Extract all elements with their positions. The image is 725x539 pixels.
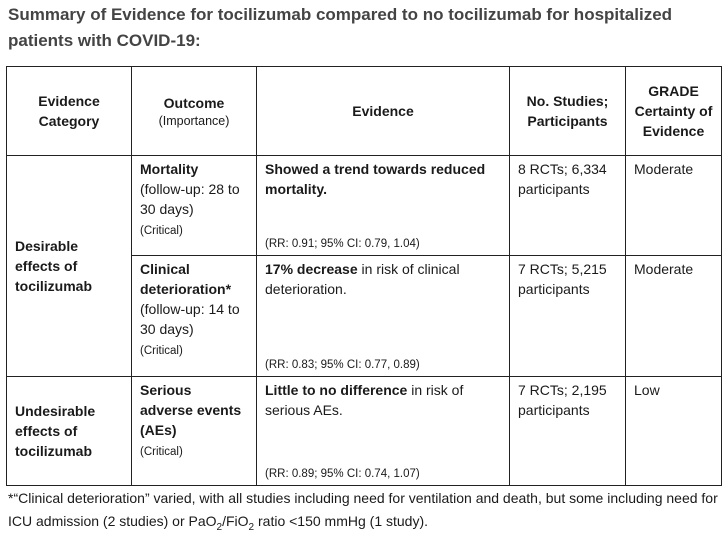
page-title: Summary of Evidence for tocilizumab compared to no tocilizumab for hospitalized patients with COVID-19:: [8, 5, 673, 50]
evidence-table: [6, 66, 722, 486]
outcome-detail: (follow-up: 28 to 30 days): [140, 181, 240, 217]
confidence-interval: (RR: 0.83; 95% CI: 0.77, 0.89): [265, 359, 420, 371]
header-importance: (Importance): [158, 113, 230, 128]
outcome-name: Clinical deterioration*: [140, 261, 232, 297]
evidence-cell: [257, 256, 510, 377]
header-studies: No. Studies; Participants: [510, 67, 626, 156]
outcome-importance: (Critical): [140, 345, 183, 357]
confidence-interval: (RR: 0.91; 95% CI: 0.79, 1.04): [265, 238, 420, 250]
grade-cell: Low: [626, 377, 722, 486]
header-outcome: Outcome (Importance): [132, 67, 257, 156]
outcome-importance: (Critical): [140, 225, 183, 237]
outcome-cell: [132, 377, 257, 486]
studies-cell: 8 RCTs; 6,334 participants: [510, 156, 626, 256]
header-evidence: Evidence: [257, 67, 510, 156]
evidence-text: in risk of serious AEs.: [265, 382, 464, 418]
table-row: [7, 156, 722, 256]
outcome-detail: (follow-up: 14 to 30 days): [140, 301, 240, 337]
grade-cell: Moderate: [626, 256, 722, 377]
evidence-highlight: 17% decrease: [265, 261, 358, 277]
studies-cell: 7 RCTs; 5,215 participants: [510, 256, 626, 377]
category-desirable: Desirable effects of tocilizumab: [7, 156, 132, 377]
header-evidence-category: Evidence Category: [7, 67, 132, 156]
studies-cell: 7 RCTs; 2,195 participants: [510, 377, 626, 486]
header-grade: GRADE Certainty of Evidence: [626, 67, 722, 156]
evidence-highlight: Showed a trend towards reduced mortality.: [265, 161, 486, 197]
evidence-cell: [257, 156, 510, 256]
outcome-importance: (Critical): [140, 446, 183, 458]
evidence-text: in risk of clinical deterioration.: [265, 261, 460, 297]
footnote: *“Clinical deterioration” varied, with all studies including need for ventilation and death, but some including need for ICU admission (2 studies) or PaO$_2$/FiO$_2$ ratio <150 mmHg (1 study).: [8, 490, 718, 533]
outcome-cell: [132, 156, 257, 256]
evidence-highlight: Little to no difference: [265, 382, 408, 398]
category-undesirable: Undesirable effects of tocilizumab: [7, 377, 132, 486]
outcome-cell: [132, 256, 257, 377]
table-row: [7, 377, 722, 486]
evidence-cell: [257, 377, 510, 486]
grade-cell: Moderate: [626, 156, 722, 256]
confidence-interval: (RR: 0.89; 95% CI: 0.74, 1.07): [265, 468, 420, 480]
outcome-name: Mortality: [140, 161, 199, 177]
outcome-name: Serious adverse events (AEs): [140, 382, 242, 438]
table-header-row: [7, 67, 722, 156]
